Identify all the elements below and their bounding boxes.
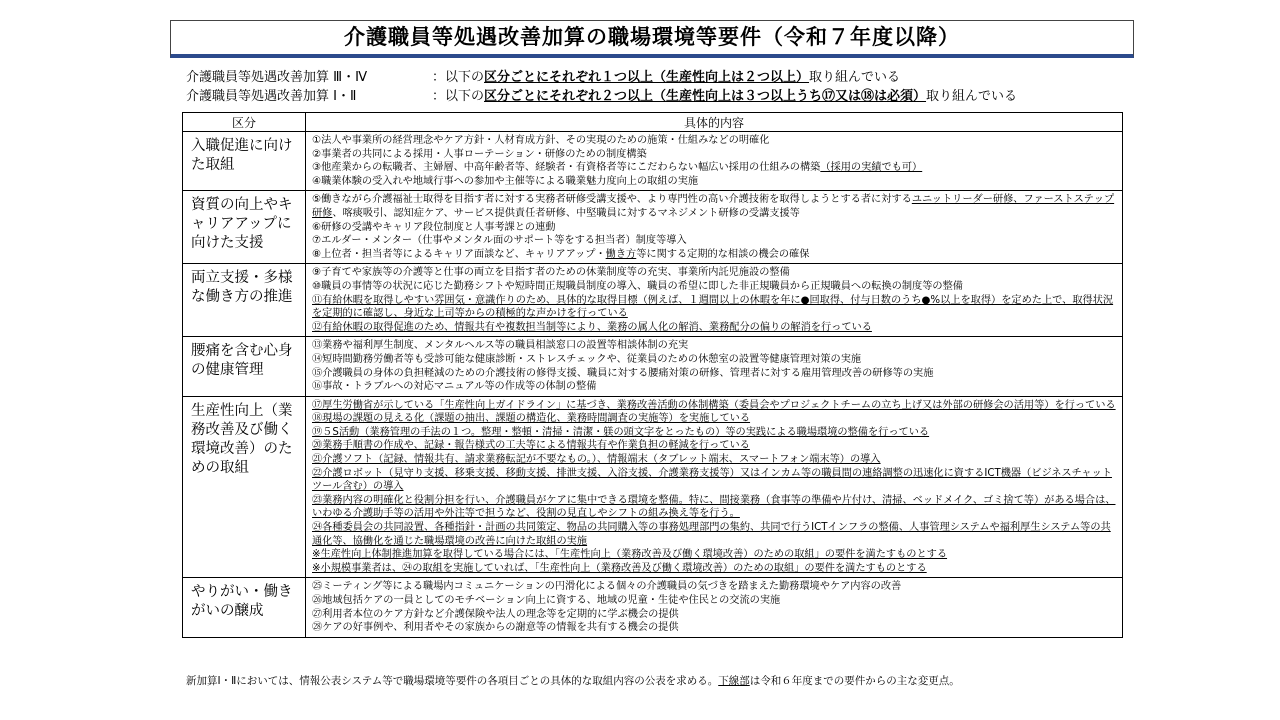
item-text: ⑯事故・トラブルへの対応マニュアル等の作成等の体制の整備 bbox=[312, 381, 597, 393]
footnote-suffix: は令和６年度までの要件からの主な変更点。 bbox=[749, 675, 960, 687]
footnote-prefix: 新加算Ⅰ・Ⅱにおいては、情報公表システム等で職場環境等要件の各項目ごとの具体的な取組内容の公表を求める。 bbox=[186, 675, 719, 687]
item-text: （採用の実績でも可） bbox=[820, 162, 923, 174]
item-text: ⑥研修の受講やキャリア段位制度と人事考課との連動 bbox=[312, 221, 556, 233]
table-header-row bbox=[183, 113, 1123, 132]
item-text: ①法人や事業所の経営理念やケア方針・人材育成方針、その実現のための施策・仕組みなどの明確化 bbox=[312, 135, 770, 146]
content-cell bbox=[306, 337, 1123, 396]
item-text: ⑰厚生労働省が示している「生産性向上ガイドライン」に基づき、業務改善活動の体制構築（委員会やプロジェクトチームの立ち上げ又は外部の研修会の活用等）を行っている bbox=[312, 399, 1116, 411]
slide bbox=[170, 20, 1134, 692]
item-text: ⑦エルダー・メンター（仕事やメンタル面のサポート等をする担当者）制度等導入 bbox=[312, 235, 687, 247]
item-text: ⑨子育てや家族等の介護等と仕事の両立を目指す者のための休業制度等の充実、事業所内託児施設の整備 bbox=[312, 267, 790, 279]
item-text: ⑳業務手順書の作成や、記録・報告様式の工夫等による情報共有や作業負担の軽減を行っている bbox=[312, 440, 750, 452]
category-cell: 生産性向上（業務改善及び働く環境改善）のための取組 bbox=[183, 396, 306, 578]
table-row bbox=[183, 132, 1123, 191]
item-text: ⑭短時間勤務労働者等も受診可能な健康診断・ストレスチェックや、従業員のための休憩室の設置等健康管理対策の実施 bbox=[312, 353, 862, 365]
content-item bbox=[312, 175, 1118, 189]
category-cell: 両立支援・多様な働き方の推進 bbox=[183, 264, 306, 337]
item-text: ㉑介護ソフト（記録、情報共有、請求業務転記が不要なもの。）、情報端末（タブレット端末、スマートフォン端末等）の導入 bbox=[312, 454, 881, 466]
item-text: ⑫有給休暇の取得促進のため、情報共有や複数担当制等により、業務の属人化の解消、業務配分の偏りの解消を行っている bbox=[312, 321, 872, 333]
content-item bbox=[312, 321, 1118, 335]
content-item bbox=[312, 467, 1118, 494]
content-item bbox=[312, 426, 1118, 440]
requirements-table bbox=[182, 112, 1123, 638]
item-text: ②事業者の共同による採用・人事ローテーション・研修のための制度構築 bbox=[312, 148, 647, 160]
table-row bbox=[183, 337, 1123, 396]
content-item bbox=[312, 193, 1118, 220]
item-text: ㉕ミーティング等による職場内コミュニケーションの円滑化による個々の介護職員の気づきを踏まえた勤務環境やケア内容の改善 bbox=[312, 581, 902, 593]
requirement-lead: ：以下の bbox=[432, 70, 485, 85]
footnote bbox=[186, 674, 960, 688]
content-item bbox=[312, 594, 1118, 608]
requirement-row-3-4 bbox=[186, 68, 1126, 87]
item-text: ⑤働きながら介護福祉士取得を目指す者に対する実務者研修受講支援や、より専門性の高い介護技術を取得しようとする者に対する bbox=[312, 194, 912, 206]
content-item bbox=[312, 439, 1118, 453]
content-item bbox=[312, 234, 1118, 248]
requirement-row-1-2 bbox=[186, 87, 1126, 106]
content-item bbox=[312, 248, 1118, 262]
content-item bbox=[312, 399, 1118, 413]
content-item bbox=[312, 580, 1118, 594]
item-text: ※生産性向上体制推進加算を取得している場合には、「生産性向上（業務改善及び働く環境改善）のための取組」の要件を満たすものとする bbox=[312, 549, 948, 561]
category-cell: やりがい・働きがいの醸成 bbox=[183, 578, 306, 637]
item-text: ③他産業からの転職者、主婦層、中高年齢者等、経験者・有資格者等にこだわらない幅広い採用の仕組みの構築 bbox=[312, 162, 821, 174]
content-cell bbox=[306, 396, 1123, 578]
content-item bbox=[312, 148, 1118, 162]
content-cell bbox=[306, 578, 1123, 637]
table-body bbox=[183, 132, 1123, 638]
item-text: ユニットリーダー研修、ファーストステップ研修 bbox=[312, 194, 1115, 219]
item-text: ㉘ケアの好事例や、利用者やその家族からの謝意等の情報を共有する機会の提供 bbox=[312, 622, 679, 634]
item-text: ※小規模事業者は、㉔の取組を実施していれば、「生産性向上（業務改善及び働く環境改善）のための取組」の要件を満たすものとする bbox=[312, 562, 927, 574]
page-title: 介護職員等処遇改善加算の職場環境等要件（令和７年度以降） bbox=[170, 20, 1134, 58]
item-text: 働き方 bbox=[605, 248, 637, 260]
requirement-emphasis: 区分ごとにそれぞれ２つ以上（生産性向上は３つ以上うち⑰又は⑱は必須） bbox=[484, 89, 927, 104]
content-item bbox=[312, 453, 1118, 467]
item-text: ㉖地域包括ケアの一員としてのモチベーション向上に資する、地域の児童・生徒や住民との交流の実施 bbox=[312, 595, 781, 606]
item-text: ⑩職員の事情等の状況に応じた勤務シフトや短時間正規職員制度の導入、職員の希望に即した非正規職員から正規職員への転換の制度等の整備 bbox=[312, 280, 963, 292]
item-text: ㉒介護ロボット（見守り支援、移乗支援、移動支援、排泄支援、入浴支援、介護業務支援等）又はインカム等の職員間の連絡調整の迅速化に資するICT機器（ビジネスチャットツール含む）の導入 bbox=[312, 467, 1112, 493]
content-cell bbox=[306, 191, 1123, 264]
category-cell: 入職促進に向けた取組 bbox=[183, 132, 306, 191]
content-item bbox=[312, 494, 1118, 521]
item-text: ⑬業務や福利厚生制度、メンタルヘルス等の職員相談窓口の設置等相談体制の充実 bbox=[312, 340, 689, 352]
requirement-tail: 取り組んでいる bbox=[809, 70, 901, 85]
requirement-name: 介護職員等処遇改善加算 Ⅲ・Ⅳ bbox=[186, 70, 368, 85]
column-header-category: 区分 bbox=[183, 113, 306, 132]
content-item bbox=[312, 161, 1118, 175]
content-item bbox=[312, 412, 1118, 426]
content-item bbox=[312, 367, 1118, 381]
category-cell: 腰痛を含む心身の健康管理 bbox=[183, 337, 306, 396]
requirements-block bbox=[186, 68, 1126, 106]
item-text: 等に関する定期的な相談の機会の確保 bbox=[636, 248, 810, 260]
content-item bbox=[312, 621, 1118, 635]
item-text: 、喀痰吸引、認知症ケア、サービス提供責任者研修、中堅職員に対するマネジメント研修の受講支援等 bbox=[332, 207, 800, 219]
content-cell bbox=[306, 132, 1123, 191]
content-item bbox=[312, 521, 1118, 548]
item-text: ㉗利用者本位のケア方針など介護保険や法人の理念等を定期的に学ぶ機会の提供 bbox=[312, 608, 679, 620]
content-item bbox=[312, 294, 1118, 321]
category-cell: 資質の向上やキャリアアップに向けた支援 bbox=[183, 191, 306, 264]
requirement-name: 介護職員等処遇改善加算 Ⅰ・Ⅱ bbox=[186, 89, 357, 104]
item-text: ⑲５S活動（業務管理の手法の１つ。整理・整頓・清掃・清潔・躾の頭文字をとったもの）等の実践による職場環境の整備を行っている bbox=[312, 426, 930, 438]
content-item bbox=[312, 608, 1118, 622]
item-text: ⑧上位者・担当者等によるキャリア面談など、キャリアアップ・ bbox=[312, 248, 606, 260]
requirement-tail: 取り組んでいる bbox=[926, 89, 1018, 104]
item-text: ⑱現場の課題の見える化（課題の抽出、課題の構造化、業務時間調査の実施等）を実施している bbox=[312, 413, 751, 425]
table-row bbox=[183, 578, 1123, 637]
table-row bbox=[183, 396, 1123, 578]
content-item bbox=[312, 380, 1118, 394]
item-text: ㉔各種委員会の共同設置、各種指針・計画の共同策定、物品の共同購入等の事務処理部門の集約、共同で行うICTインフラの整備、人事管理システムや福利厚生システム等の共通化等、協働化を通じた職場環境の改善に向けた取組の実施 bbox=[312, 522, 1111, 547]
footnote-underlined: 下線部 bbox=[718, 675, 750, 687]
table-row bbox=[183, 191, 1123, 264]
column-header-content: 具体的内容 bbox=[306, 113, 1123, 132]
item-text: ⑪有給休暇を取得しやすい雰囲気・意識作りのため、具体的な取得目標（例えば、１週間以上の休暇を年に●回取得、付与日数のうち●%以上を取得）を定めた上で、取得状況を定期的に確認し、身近な上司等からの積極的な声かけを行っている bbox=[312, 294, 1114, 320]
table-row bbox=[183, 264, 1123, 337]
item-text: ㉓業務内容の明確化と役割分担を行い、介護職員がケアに集中できる環境を整備。特に、間接業務（食事等の準備や片付け、清掃、ベッドメイク、ゴミ捨て等）がある場合は、いわゆる介護助手等の活用や外注等で担うなど、役割の見直しやシフトの組み換え等を行う。 bbox=[312, 494, 1116, 520]
content-item bbox=[312, 266, 1118, 280]
content-item bbox=[312, 339, 1118, 353]
content-item bbox=[312, 134, 1118, 148]
requirement-lead: ：以下の bbox=[432, 89, 485, 104]
content-item bbox=[312, 548, 1118, 562]
item-text: ④職業体験の受入れや地域行事への参加や主催等による職業魅力度向上の取組の実施 bbox=[312, 175, 699, 187]
item-text: ⑮介護職員の身体の負担軽減のための介護技術の修得支援、職員に対する腰痛対策の研修、管理者に対する雇用管理改善の研修等の実施 bbox=[312, 367, 934, 379]
content-item bbox=[312, 221, 1118, 235]
content-item bbox=[312, 562, 1118, 576]
content-cell bbox=[306, 264, 1123, 337]
content-item bbox=[312, 280, 1118, 294]
requirement-emphasis: 区分ごとにそれぞれ１つ以上（生産性向上は２つ以上） bbox=[484, 70, 810, 85]
content-item bbox=[312, 353, 1118, 367]
